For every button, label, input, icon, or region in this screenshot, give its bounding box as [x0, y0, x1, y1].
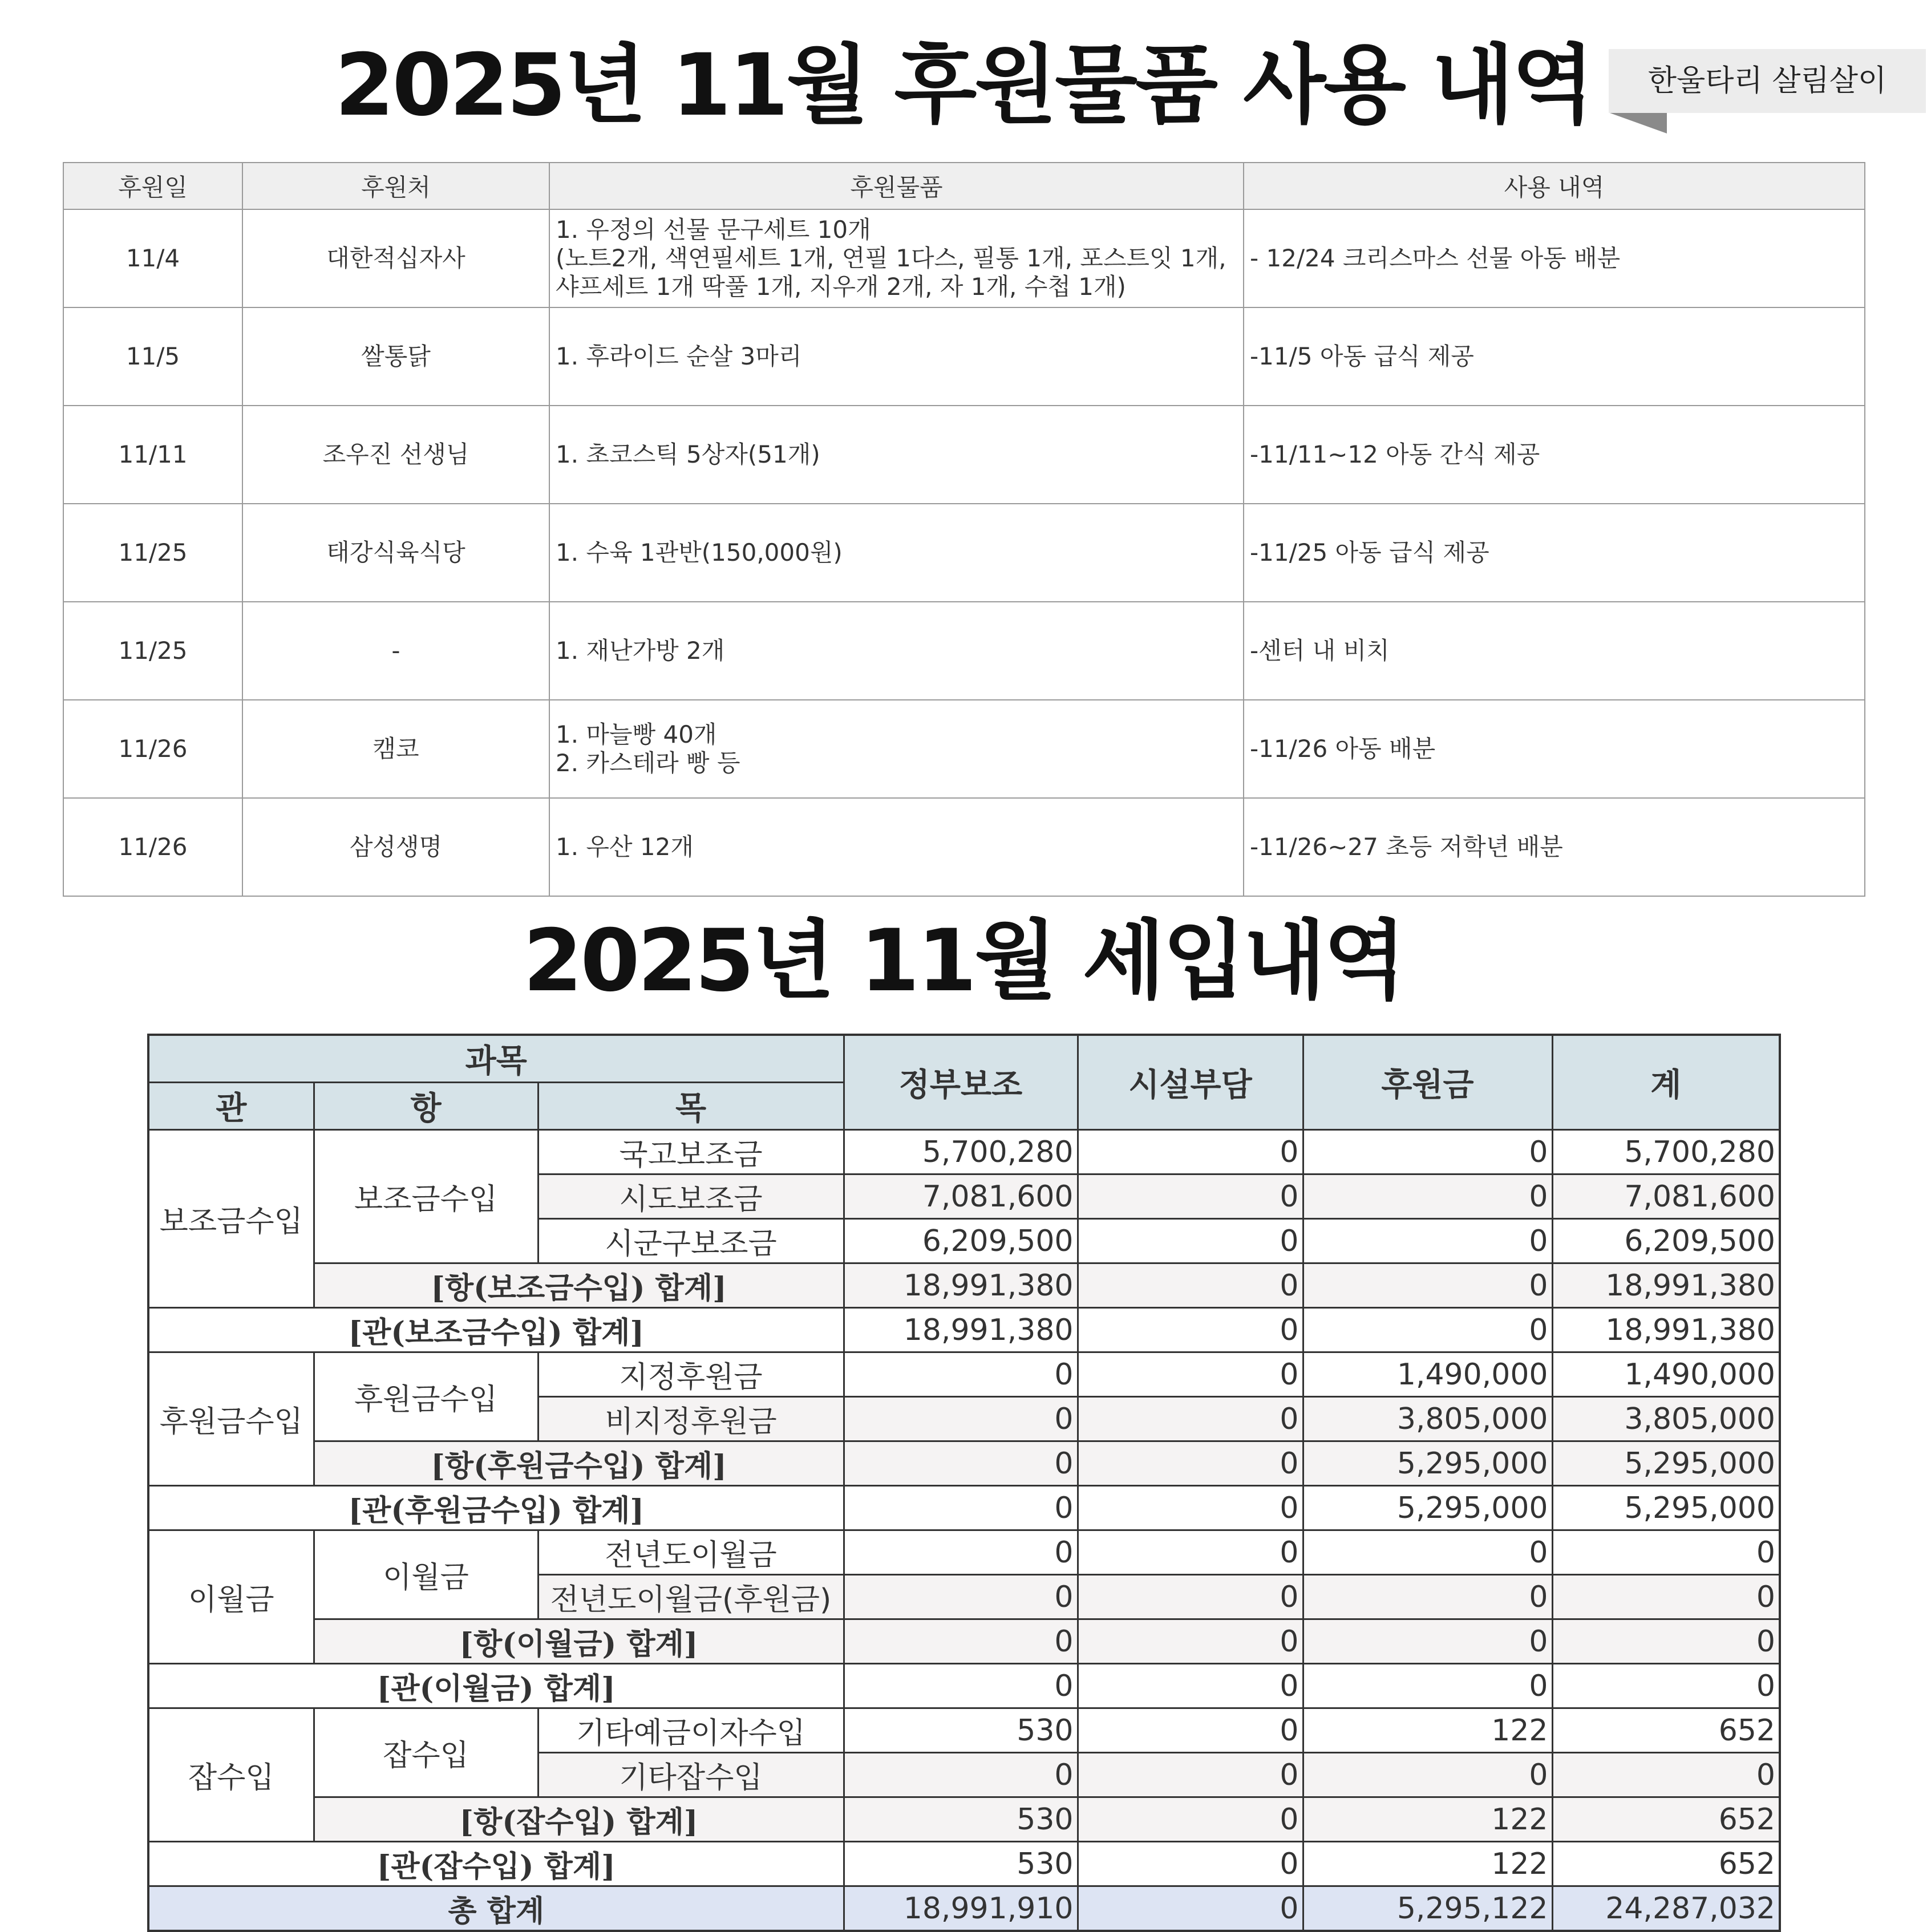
- sum-value: 6,209,500: [1552, 1219, 1780, 1263]
- sum-value: 5,295,000: [1552, 1486, 1780, 1530]
- gov-value: 0: [844, 1352, 1078, 1397]
- gov-value: 530: [844, 1842, 1078, 1886]
- donation-donor: -: [242, 602, 549, 700]
- facility-value: 0: [1078, 1753, 1303, 1797]
- gov-value: 0: [844, 1486, 1078, 1530]
- header-date: 후원일: [63, 163, 242, 209]
- grand-total-label: 총 합계: [148, 1886, 844, 1931]
- sum-value: 0: [1552, 1619, 1780, 1664]
- table-row: [63, 209, 1865, 307]
- hang-total-label: [항(이월금) 합계]: [314, 1619, 844, 1664]
- hang-cell: 보조금수입: [314, 1130, 538, 1263]
- badge-fold-decoration: [1610, 113, 1667, 133]
- gov-value: 0: [844, 1530, 1078, 1575]
- sum-value: 0: [1552, 1575, 1780, 1619]
- header-donation: 후원금: [1303, 1035, 1552, 1130]
- donation-usage: -센터 내 비치: [1244, 602, 1865, 700]
- sum-value: 0: [1552, 1753, 1780, 1797]
- donation-usage: -11/26~27 초등 저학년 배분: [1244, 798, 1865, 896]
- header-donor: 후원처: [242, 163, 549, 209]
- table-row: [63, 602, 1865, 700]
- facility-value: 0: [1078, 1397, 1303, 1441]
- donation-value: 0: [1303, 1308, 1552, 1352]
- item-line: (노트2개, 색연필세트 1개, 연필 1다스, 필통 1개, 포스트잇 1개,: [556, 244, 1226, 272]
- donation-items: [549, 209, 1244, 307]
- item-line: 1. 우정의 선물 문구세트 10개: [556, 216, 871, 244]
- sum-value: 24,287,032: [1552, 1886, 1780, 1931]
- donation-date: 11/26: [63, 798, 242, 896]
- section-title: 2025년 11월 세입내역: [523, 912, 1404, 1011]
- facility-value: 0: [1078, 1174, 1303, 1219]
- table-row: [63, 307, 1865, 406]
- gov-value: 0: [844, 1441, 1078, 1486]
- gwan-total-label: [관(후원금수입) 합계]: [148, 1486, 844, 1530]
- table-row: [63, 798, 1865, 896]
- facility-value: 0: [1078, 1530, 1303, 1575]
- mok-cell: 국고보조금: [538, 1130, 844, 1174]
- sum-value: 18,991,380: [1552, 1308, 1780, 1352]
- header-gov: 정부보조: [844, 1035, 1078, 1130]
- gov-value: 0: [844, 1664, 1078, 1708]
- donation-date: 11/5: [63, 307, 242, 406]
- sum-value: 652: [1552, 1708, 1780, 1753]
- donation-donor: 삼성생명: [242, 798, 549, 896]
- donation-value: 0: [1303, 1664, 1552, 1708]
- gov-value: 0: [844, 1753, 1078, 1797]
- donation-value: 0: [1303, 1174, 1552, 1219]
- facility-value: 0: [1078, 1886, 1303, 1931]
- donation-donor: 쌀통닭: [242, 307, 549, 406]
- gwan-cell: 이월금: [148, 1530, 314, 1664]
- donation-items: [549, 307, 1244, 406]
- gov-value: 18,991,380: [844, 1308, 1078, 1352]
- table-header-row: [63, 163, 1865, 209]
- mok-cell: 지정후원금: [538, 1352, 844, 1397]
- header-items: 후원물품: [549, 163, 1244, 209]
- gov-value: 18,991,910: [844, 1886, 1078, 1931]
- gov-value: 7,081,600: [844, 1174, 1078, 1219]
- item-line: 1. 수육 1관반(150,000원): [556, 538, 843, 566]
- donation-donor: 캠코: [242, 700, 549, 798]
- gwan-total-row: [148, 1486, 1780, 1530]
- hang-cell: 이월금: [314, 1530, 538, 1619]
- gwan-total-label: [관(잡수입) 합계]: [148, 1842, 844, 1886]
- mok-cell: 전년도이월금: [538, 1530, 844, 1575]
- facility-value: 0: [1078, 1219, 1303, 1263]
- header-subject: 과목: [148, 1035, 844, 1083]
- donation-donor: 대한적십자사: [242, 209, 549, 307]
- page-title: 2025년 11월 후원물품 사용 내역: [334, 36, 1593, 135]
- header-usage: 사용 내역: [1244, 163, 1865, 209]
- gwan-total-row: [148, 1664, 1780, 1708]
- hang-total-row: [148, 1619, 1780, 1664]
- table-row: [148, 1352, 1780, 1397]
- sum-value: 18,991,380: [1552, 1263, 1780, 1308]
- gov-value: 530: [844, 1708, 1078, 1753]
- donation-value: 0: [1303, 1130, 1552, 1174]
- sum-value: 1,490,000: [1552, 1352, 1780, 1397]
- header-mok: 목: [538, 1083, 844, 1130]
- gov-value: 0: [844, 1619, 1078, 1664]
- gov-value: 6,209,500: [844, 1219, 1078, 1263]
- gwan-total-label: [관(이월금) 합계]: [148, 1664, 844, 1708]
- item-line: 1. 우산 12개: [556, 833, 694, 861]
- hang-cell: 잡수입: [314, 1708, 538, 1797]
- header-gwan: 관: [148, 1083, 314, 1130]
- sum-value: 7,081,600: [1552, 1174, 1780, 1219]
- badge-label: 한울타리 살림살이: [1609, 49, 1926, 113]
- donation-date: 11/25: [63, 602, 242, 700]
- gwan-cell: 보조금수입: [148, 1130, 314, 1308]
- sum-value: 652: [1552, 1797, 1780, 1842]
- facility-value: 0: [1078, 1842, 1303, 1886]
- mok-cell: 전년도이월금(후원금): [538, 1575, 844, 1619]
- sum-value: 5,295,000: [1552, 1441, 1780, 1486]
- donation-date: 11/26: [63, 700, 242, 798]
- donation-usage: - 12/24 크리스마스 선물 아동 배분: [1244, 209, 1865, 307]
- donation-items: [549, 700, 1244, 798]
- facility-value: 0: [1078, 1486, 1303, 1530]
- hang-total-row: [148, 1263, 1780, 1308]
- facility-value: 0: [1078, 1441, 1303, 1486]
- sum-value: 652: [1552, 1842, 1780, 1886]
- donation-value: 3,805,000: [1303, 1397, 1552, 1441]
- donation-donor: 태강식육식당: [242, 504, 549, 602]
- donation-items: [549, 504, 1244, 602]
- facility-value: 0: [1078, 1619, 1303, 1664]
- sum-value: 0: [1552, 1530, 1780, 1575]
- hang-total-row: [148, 1441, 1780, 1486]
- gov-value: 0: [844, 1397, 1078, 1441]
- item-line: 1. 재난가방 2개: [556, 637, 725, 665]
- table-row: [148, 1708, 1780, 1753]
- gov-value: 0: [844, 1575, 1078, 1619]
- item-line: 1. 마늘빵 40개: [556, 720, 717, 748]
- hang-total-row: [148, 1797, 1780, 1842]
- mok-cell: 기타잡수입: [538, 1753, 844, 1797]
- item-line: 1. 후라이드 순살 3마리: [556, 342, 802, 370]
- donation-value: 0: [1303, 1530, 1552, 1575]
- gwan-total-label: [관(보조금수입) 합계]: [148, 1308, 844, 1352]
- hang-total-label: [항(보조금수입) 합계]: [314, 1263, 844, 1308]
- donation-usage: -11/5 아동 급식 제공: [1244, 307, 1865, 406]
- facility-value: 0: [1078, 1130, 1303, 1174]
- donation-value: 0: [1303, 1619, 1552, 1664]
- gov-value: 530: [844, 1797, 1078, 1842]
- donation-value: 122: [1303, 1708, 1552, 1753]
- facility-value: 0: [1078, 1664, 1303, 1708]
- donation-value: 5,295,000: [1303, 1441, 1552, 1486]
- gov-value: 18,991,380: [844, 1263, 1078, 1308]
- header-row: [148, 1035, 1780, 1083]
- donation-items: [549, 406, 1244, 504]
- donation-usage-table: [63, 162, 1865, 897]
- facility-value: 0: [1078, 1708, 1303, 1753]
- table-row: [63, 406, 1865, 504]
- donation-usage: -11/11~12 아동 간식 제공: [1244, 406, 1865, 504]
- donation-value: 0: [1303, 1263, 1552, 1308]
- table-row: [63, 504, 1865, 602]
- item-line: 샤프세트 1개 딱풀 1개, 지우개 2개, 자 1개, 수첩 1개): [556, 273, 1126, 301]
- item-line: 1. 초코스틱 5상자(51개): [556, 440, 820, 468]
- gwan-total-row: [148, 1842, 1780, 1886]
- sum-value: 5,700,280: [1552, 1130, 1780, 1174]
- facility-value: 0: [1078, 1352, 1303, 1397]
- facility-value: 0: [1078, 1263, 1303, 1308]
- header-facility: 시설부담: [1078, 1035, 1303, 1130]
- gwan-cell: 후원금수입: [148, 1352, 314, 1486]
- gwan-total-row: [148, 1308, 1780, 1352]
- mok-cell: 시도보조금: [538, 1174, 844, 1219]
- donation-items: [549, 798, 1244, 896]
- donation-donor: 조우진 선생님: [242, 406, 549, 504]
- mok-cell: 시군구보조금: [538, 1219, 844, 1263]
- hang-cell: 후원금수입: [314, 1352, 538, 1441]
- table-row: [148, 1130, 1780, 1174]
- donation-items: [549, 602, 1244, 700]
- donation-value: 1,490,000: [1303, 1352, 1552, 1397]
- table-row: [148, 1530, 1780, 1575]
- facility-value: 0: [1078, 1575, 1303, 1619]
- hang-total-label: [항(잡수입) 합계]: [314, 1797, 844, 1842]
- income-table: [147, 1034, 1781, 1932]
- facility-value: 0: [1078, 1308, 1303, 1352]
- item-line: 2. 카스테라 빵 등: [556, 749, 740, 777]
- mok-cell: 기타예금이자수입: [538, 1708, 844, 1753]
- donation-value: 5,295,000: [1303, 1486, 1552, 1530]
- gwan-cell: 잡수입: [148, 1708, 314, 1842]
- donation-value: 122: [1303, 1797, 1552, 1842]
- header-hang: 항: [314, 1083, 538, 1130]
- donation-date: 11/11: [63, 406, 242, 504]
- sum-value: 0: [1552, 1664, 1780, 1708]
- sum-value: 3,805,000: [1552, 1397, 1780, 1441]
- table-row: [63, 700, 1865, 798]
- mok-cell: 비지정후원금: [538, 1397, 844, 1441]
- donation-value: 122: [1303, 1842, 1552, 1886]
- donation-usage: -11/25 아동 급식 제공: [1244, 504, 1865, 602]
- donation-value: 0: [1303, 1219, 1552, 1263]
- donation-date: 11/25: [63, 504, 242, 602]
- donation-usage: -11/26 아동 배분: [1244, 700, 1865, 798]
- donation-date: 11/4: [63, 209, 242, 307]
- donation-value: 5,295,122: [1303, 1886, 1552, 1931]
- donation-value: 0: [1303, 1753, 1552, 1797]
- facility-value: 0: [1078, 1797, 1303, 1842]
- header-sum: 계: [1552, 1035, 1780, 1130]
- grand-total-row: [148, 1886, 1780, 1931]
- gov-value: 5,700,280: [844, 1130, 1078, 1174]
- donation-value: 0: [1303, 1575, 1552, 1619]
- hang-total-label: [항(후원금수입) 합계]: [314, 1441, 844, 1486]
